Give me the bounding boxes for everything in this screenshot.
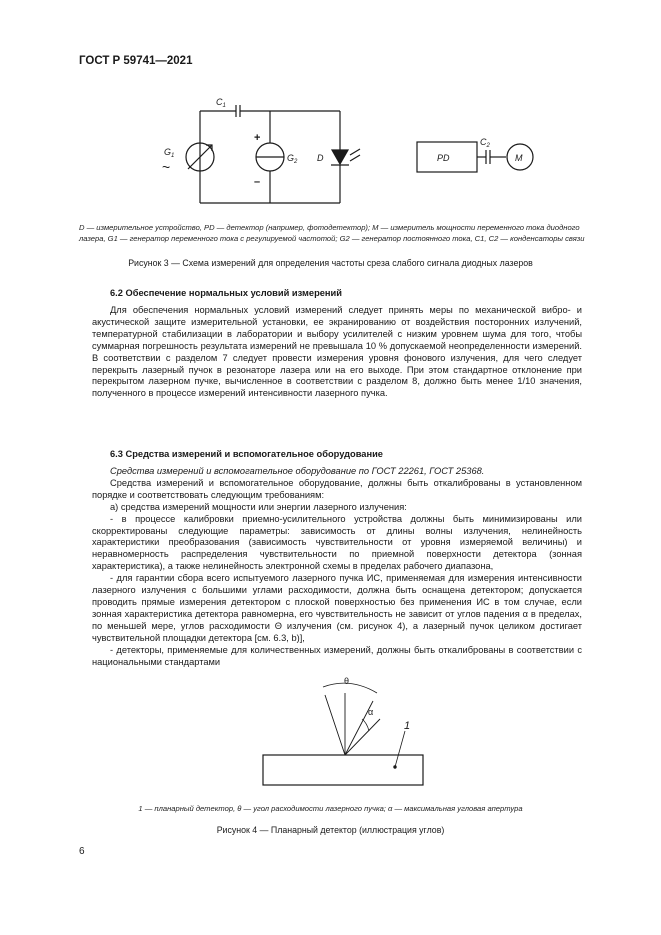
label-tilde: ~	[162, 159, 171, 175]
section-6-3-p5: - детекторы, применяемые для количественных измерений, должны быть откалиброваны в соответствии с национальными стандартами	[92, 644, 582, 667]
detector-plate	[263, 755, 423, 785]
section-6-3-heading: 6.3 Средства измерений и вспомогательное оборудование	[110, 449, 383, 459]
figure-3-caption: Рисунок 3 — Схема измерений для определения частоты среза слабого сигнала диодных лазеров	[128, 258, 533, 268]
label-pd: PD	[437, 153, 450, 163]
section-6-2-paragraph: Для обеспечения нормальных условий измерений следует принять меры по механической вибро- и акустической защите измерительной установки, ее экранированию от воздействия посторонних излучений, температурной стабилизации в лаборатории и выбору усилителей с низким уровнем шума для того, чтобы суммарная погрешность результата измерений не превышала 10 % допускаемой неопределенности измерений. В соответствии с разделом 7 следует провести измерения уровня фонового излучения, для чего следует перекрыть лазерный пучок в резонаторе лазера или на его выходе. При этом стандартное отклонение при перекрытом лазерном пучке, вычисленное в соответствии с разделом 8, должно быть менее 1/10 значения, полученного в процессе измерений интенсивности лазерного пучка.	[92, 305, 582, 399]
section-6-3-body	[92, 466, 582, 668]
section-6-2-heading: 6.2 Обеспечение нормальных условий измерений	[110, 288, 342, 298]
figure-3-legend-line-1: D — измерительное устройство, PD — детектор (например, фотодетектор); M — измеритель мощности переменного тока диодного	[79, 223, 580, 232]
label-m: M	[515, 153, 523, 163]
label-d: D	[317, 153, 324, 163]
label-minus: –	[254, 176, 261, 188]
section-6-2-body	[92, 305, 582, 400]
section-6-3-italic-line: Средства измерений и вспомогательное оборудование по ГОСТ 22261, ГОСТ 25368.	[110, 466, 485, 476]
section-6-3-p2: а) средства измерений мощности или энергии лазерного излучения:	[110, 501, 407, 512]
section-6-3-p1: Средства измерений и вспомогательное оборудование, должны быть откалиброваны в установленном порядке и соответствовать следующим требованиям:	[92, 477, 582, 500]
label-g2: $G_2$	[287, 153, 298, 165]
figure-4-planar-detector	[255, 675, 455, 790]
label-plus: +	[254, 132, 261, 144]
figure-4-legend: 1 — планарный детектор, θ — угол расходимости лазерного пучка; α — максимальная угловая апертура	[138, 804, 523, 813]
standard-id: ГОСТ Р 59741—2021	[79, 55, 193, 67]
theta-arc	[323, 683, 377, 693]
figure-3-circuit	[140, 95, 560, 210]
label-callout-1: 1	[404, 720, 411, 732]
figure-3-legend-line-2: лазера, G1 — генератор переменного тока с регулируемой частотой; G2 — генератор постоянного тока, C1, C2 — конденсаторы связи	[79, 234, 585, 243]
aperture-edge	[345, 719, 380, 755]
label-g1: $G_1$	[164, 147, 175, 159]
section-6-3-p4: - для гарантии сбора всего испытуемого лазерного пучка ИС, применяемая для измерения интенсивности лазерного излучения с большими углами расходимости, должна быть оснащена детектором; допускается проводить прямые измерения детектором с плоской поверхностью без применения ИС в том случае, если зонная характеристика детектора равномерна, его чувствительность не зависит от углов падения α в пределах, по меньшей мере, углов расходимости Θ излучения (см. рисунок 4), а лазерный пучок целиком достигает чувствительной площадки детектора [см. 6.3, b)],	[92, 573, 582, 643]
diode-emission-arrow-2	[350, 155, 360, 161]
page-number: 6	[79, 846, 85, 857]
label-alpha: α	[368, 707, 374, 717]
label-c2: $C_2$	[480, 137, 490, 149]
label-theta: θ	[344, 676, 350, 686]
diode-d-symbol	[332, 150, 348, 164]
figure-3-legend	[79, 222, 599, 244]
beam-left-edge	[325, 695, 345, 755]
callout-leader	[395, 731, 405, 767]
diode-emission-arrow-1	[350, 149, 360, 155]
label-c1: $C_1$	[216, 97, 226, 109]
figure-4-caption: Рисунок 4 — Планарный детектор (иллюстрация углов)	[216, 825, 445, 835]
section-6-3-p3: - в процессе калибровки приемно-усилительного устройства должны быть минимизированы или скорректированы следующие параметры: зависимость от длины волны излучения, нелинейность характеристики преобразования (зависимость чувствительности от уровня измеряемой величины) и неравномерность распределения чувствительности по приемной поверхности детектора (зонная характеристика), а также нелинейность электронной схемы в пределах рабочего диапазона,	[92, 513, 582, 572]
